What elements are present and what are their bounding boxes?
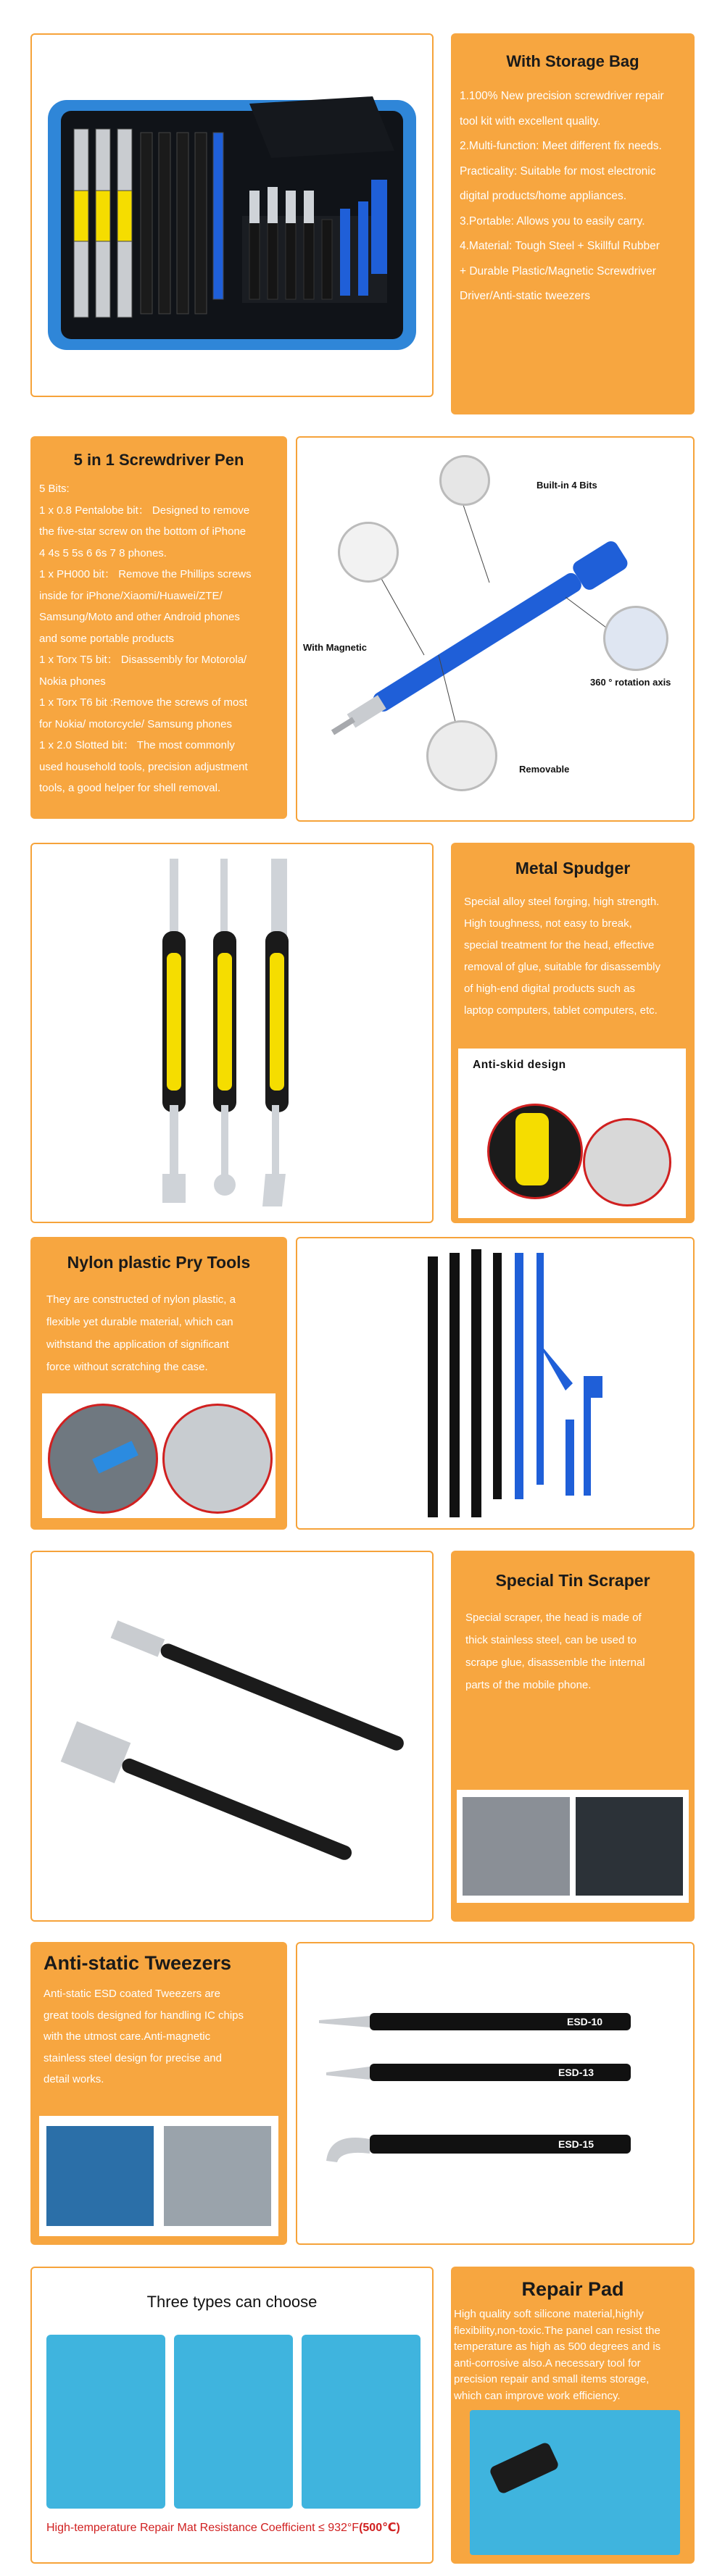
- repair-pad-info-panel: [451, 2267, 695, 2564]
- line: 5 Bits:: [39, 483, 70, 495]
- storage-bag-image: [32, 35, 432, 396]
- line: which can improve work efficiency.: [454, 2389, 621, 2402]
- mat-caption: [46, 2520, 400, 2535]
- section-title: Anti-static Tweezers: [44, 1952, 232, 1974]
- grip-closeup-circle: [487, 1104, 583, 1199]
- mat-caption-strong: (500℃): [359, 2522, 400, 2534]
- pry-tools-image: [297, 1238, 693, 1528]
- description: [451, 878, 695, 1022]
- line: temperature as high as 500 degrees and is: [454, 2341, 661, 2353]
- rotation-label: 360 ° rotation axis: [590, 677, 671, 688]
- circuit-photo-2: [164, 2126, 271, 2226]
- line: and some portable products: [39, 632, 174, 645]
- description: [451, 1591, 695, 1696]
- screwdriver-info-panel: [30, 436, 287, 819]
- tin-scraper-info-panel: [451, 1551, 695, 1922]
- mat-type-2: [174, 2335, 293, 2509]
- anti-skid-title: Anti-skid design: [473, 1059, 566, 1071]
- line: the five-star screw on the bottom of iPhone: [39, 525, 246, 538]
- line: 1.100% New precision screwdriver repair: [460, 90, 664, 102]
- line: High quality soft silicone material,highly: [454, 2308, 644, 2320]
- line: great tools designed for handling IC chips: [44, 2009, 244, 2022]
- description: [451, 2301, 695, 2404]
- pry-tools-info-panel: [30, 1237, 287, 1530]
- line: Samsung/Moto and other Android phones: [39, 611, 240, 623]
- line: digital products/home appliances.: [460, 190, 627, 202]
- line: flexible yet durable material, which can: [46, 1316, 233, 1328]
- line: scrape glue, disassemble the internal: [465, 1656, 645, 1669]
- line: They are constructed of nylon plastic, a: [46, 1293, 236, 1306]
- line: 4 4s 5 5s 6 6s 7 8 phones.: [39, 546, 167, 559]
- heat-gun-shape: [489, 2441, 560, 2495]
- line: anti-corrosive also.A necessary tool for: [454, 2356, 641, 2369]
- line: Anti-static ESD coated Tweezers are: [44, 1988, 220, 2000]
- line: Driver/Anti-static tweezers: [460, 290, 591, 302]
- storage-bag-photo-panel: [30, 33, 434, 397]
- line: Special alloy steel forging, high strength.: [464, 896, 660, 908]
- scraper-use-photo-1: [463, 1797, 570, 1896]
- circuit-photo-1: [46, 2126, 154, 2226]
- line: of high-end digital products such as: [464, 983, 635, 995]
- line: 1 x Torx T6 bit :Remove the screws of most: [39, 696, 248, 709]
- line: inside for iPhone/Xiaomi/Huawei/ZTE/: [39, 589, 223, 602]
- pry-closeup-circle-1: [48, 1404, 158, 1514]
- description: [30, 1975, 287, 2091]
- repair-pad-photo: [470, 2410, 680, 2555]
- tweezers-photo-panel: [296, 1942, 695, 2245]
- line: Special scraper, the head is made of: [465, 1612, 642, 1624]
- line: tools, a good helper for shell removal.: [39, 782, 221, 794]
- mat-caption-main: High-temperature Repair Mat Resistance Coefficient ≤ 932°F: [46, 2522, 360, 2534]
- anti-skid-box: [458, 1049, 686, 1218]
- line: used household tools, precision adjustment: [39, 760, 248, 773]
- screwdriver-photo-panel: [296, 436, 695, 822]
- line: 1 x 0.8 Pentalobe bit： Designed to remove: [39, 504, 250, 517]
- description: [451, 71, 695, 309]
- tweezers-image: [297, 1943, 693, 2243]
- section-title: Special Tin Scraper: [495, 1571, 650, 1590]
- line: special treatment for the head, effective: [464, 939, 655, 951]
- magnetic-label: With Magnetic: [303, 642, 367, 653]
- repair-mat-photo-panel: [30, 2267, 434, 2564]
- removable-closeup-circle: [426, 720, 497, 791]
- tweezer-label-1: ESD-10: [567, 2016, 603, 2027]
- pry-closeup-circle-2: [162, 1404, 273, 1514]
- line: 1 x PH000 bit： Remove the Phillips screws: [39, 568, 252, 580]
- metal-spudger-image: [32, 844, 432, 1222]
- section-title: Nylon plastic Pry Tools: [67, 1253, 251, 1272]
- scraper-use-photo-2: [576, 1797, 683, 1896]
- line: + Durable Plastic/Magnetic Screwdriver: [460, 264, 656, 278]
- line: stainless steel design for precise and: [44, 2051, 222, 2064]
- storage-bag-info-panel: [451, 33, 695, 414]
- pry-photo-box: [42, 1393, 276, 1518]
- mat-type-1: [46, 2335, 165, 2509]
- line: removal of glue, suitable for disassembly: [464, 961, 660, 973]
- line: laptop computers, tablet computers, etc.: [464, 1004, 658, 1017]
- section-title: Metal Spudger: [515, 859, 631, 878]
- line: Nokia phones: [39, 675, 106, 688]
- line: 1 x 2.0 Slotted bit： The most commonly: [39, 739, 235, 751]
- bits-label: Built-in 4 Bits: [536, 480, 597, 491]
- mat-type-3: [302, 2335, 420, 2509]
- line: thick stainless steel, can be used to: [465, 1634, 637, 1646]
- scraper-photo-box: [457, 1790, 689, 1903]
- section-title: 5 in 1 Screwdriver Pen: [73, 451, 244, 469]
- magnetic-closeup-circle: [338, 522, 399, 583]
- line: withstand the application of significant: [46, 1338, 229, 1351]
- removable-label: Removable: [519, 764, 570, 775]
- line: parts of the mobile phone.: [465, 1679, 592, 1691]
- line: 3.Portable: Allows you to easily carry.: [460, 214, 645, 228]
- line: for Nokia/ motorcycle/ Samsung phones: [39, 717, 232, 730]
- tin-scraper-image: [32, 1552, 432, 1920]
- line: precision repair and small items storage,: [454, 2373, 650, 2385]
- rotation-closeup-circle: [603, 606, 668, 671]
- line: 2.Multi-function: Meet different fix needs.: [460, 140, 662, 152]
- tweezers-photo-box: [39, 2116, 278, 2236]
- line: with the utmost care.Anti-magnetic: [44, 2030, 211, 2043]
- line: flexibility,non-toxic.The panel can resist the: [454, 2324, 660, 2337]
- spudger-photo-panel: [30, 843, 434, 1223]
- three-types-heading: Three types can choose: [146, 2293, 318, 2311]
- line: tool kit with excellent quality.: [460, 114, 601, 128]
- line: 4.Material: Tough Steel + Skillful Rubber: [460, 240, 660, 252]
- tin-scraper-photo-panel: [30, 1551, 434, 1922]
- tip-closeup-circle: [583, 1118, 671, 1206]
- bits-closeup-circle: [439, 455, 490, 506]
- tweezer-label-3: ESD-15: [558, 2138, 594, 2150]
- line: Practicality: Suitable for most electronic: [460, 164, 656, 178]
- section-title: Repair Pad: [521, 2278, 624, 2300]
- tweezer-label-2: ESD-13: [558, 2067, 594, 2078]
- line: detail works.: [44, 2073, 104, 2085]
- line: force without scratching the case.: [46, 1361, 208, 1373]
- line: 1 x Torx T5 bit： Disassembly for Motorola/: [39, 654, 247, 666]
- tweezers-info-panel: [30, 1942, 287, 2245]
- spudger-info-panel: [451, 843, 695, 1223]
- pry-tools-photo-panel: [296, 1237, 695, 1530]
- section-title: With Storage Bag: [506, 52, 639, 70]
- description: [30, 470, 287, 799]
- line: High toughness, not easy to break,: [464, 917, 632, 930]
- description: [30, 1272, 287, 1378]
